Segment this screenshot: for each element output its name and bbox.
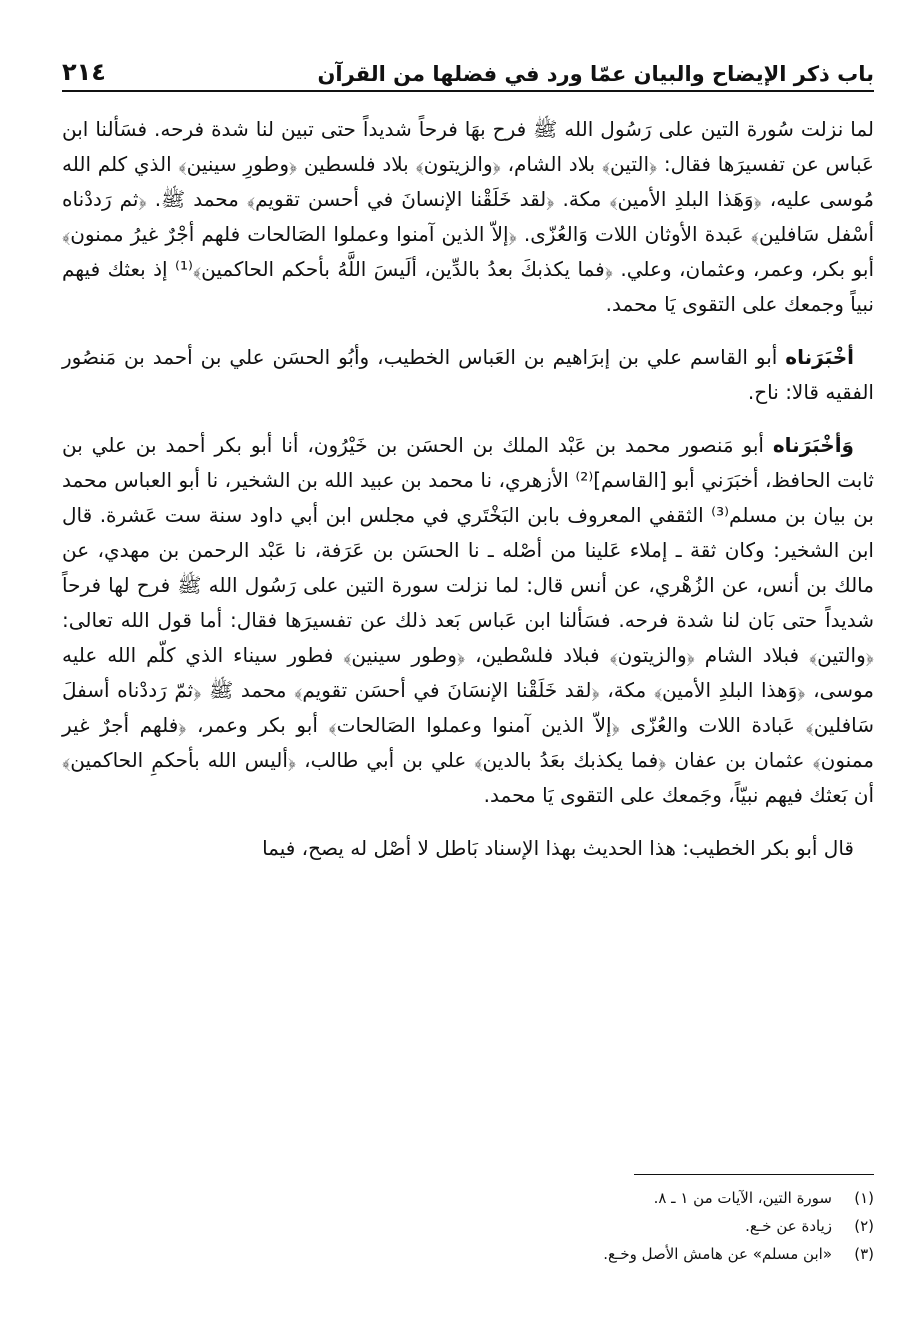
footnotes <box>62 1184 874 1268</box>
footnote-2 <box>62 1212 874 1240</box>
main-text <box>62 112 874 884</box>
paragraph-lead: وَأخْبَرَناه <box>772 433 854 457</box>
running-title: باب ذكر الإيضاح والبيان عمّا ورد في فضلها من القرآن <box>317 62 874 86</box>
footnote-number: (٢) <box>854 1217 874 1235</box>
paragraph-text: قال أبو بكر الخطيب: هذا الحديث بهذا الإسناد بَاطل لا أصْل له يصح، فيما <box>262 836 854 860</box>
footnote-number: (٣) <box>854 1245 874 1263</box>
book-page <box>62 0 874 1334</box>
paragraph-4 <box>62 831 874 866</box>
footnote-1 <box>62 1184 874 1212</box>
footnote-number: (١) <box>854 1189 874 1207</box>
paragraph-text: أبو القاسم علي بن إبرَاهيم بن العَباس الخطيب، وأبُو الحسَن علي بن أحمد بن مَنصُور الفقيه قالا: ناح. <box>62 345 874 404</box>
paragraph-1 <box>62 112 874 322</box>
paragraph-2 <box>62 340 874 410</box>
footnote-text: زيادة عن خـع. <box>745 1217 832 1235</box>
page-number: ٢١٤ <box>62 58 106 86</box>
paragraph-text: لما نزلت سُورة التين على رَسُول الله ﷺ فرح بهَا فرحاً شديداً حتى تبين لنا شدة فرحه. فسَألنا ابن عَباس عن تفسيرَها فقال: ﴿التين﴾ بلاد الشام، ﴿والزيتون﴾ بلاد فلسطين ﴿وطورِ سينين﴾ الذي كلم الله مُوسى عليه، ﴿وَهَذا البلدِ الأمين﴾ مكة. ﴿لقد خَلَقْنا الإنسانَ في أحسن تقويم﴾ محمد ﷺ. ﴿ثم رَددْناه أسْفل سَافلين﴾ عَبدة الأوثان اللات وَالعُزّى. ﴿إلاّ الذين آمنوا وعملوا الصَالحات فلهم أجْرٌ غيرُ ممنون﴾ أبو بكر، وعمر، وعثمان، وعلي. ﴿فما يكذبكَ بعدُ بالدِّين، ألَيسَ اللَّهُ بأحكم الحاكمين﴾⁽¹⁾ إذ بعثك فيهم نبياً وجمعك على التقوى يَا محمد. <box>62 117 874 316</box>
paragraph-text: أبو مَنصور محمد بن عَبْد الملك بن الحسَن بن خَيْرُون، أنا أبو بكر أحمد بن علي بن ثابت الحافظ، أخبَرَني أبو [القاسم]⁽²⁾ الأزهري، نا محمد بن عبيد الله بن الشخير، نا أبو العباس محمد بن بيان بن مسلم⁽³⁾ الثقفي المعروف بابن البَخْتَري في مجلس ابن أبي داود سنة ست عَشرة. قال ابن الشخير: وكان ثقة ـ إملاء عَلينا من أصْله ـ نا الحسَن بن عَرَفة، نا عَبْد الرحمن بن مهدي، عن مالك بن أنس، عن الزُهْري، عن أنس قال: لما نزلت سورة التين على رَسُول الله ﷺ فرح لها فرحاً شديداً حتى بَان لنا شدة فرحه. فسَألنا ابن عَباس بَعد ذلك عن تفسيرَها فقال: أما قول الله تعالى: ﴿والتين﴾ فبلاد الشام ﴿والزيتون﴾ فبلاد فلسْطين، ﴿وطور سينين﴾ فطور سيناء الذي كلّم الله عليه موسى، ﴿وَهذا البلدِ الأمين﴾ مكة، ﴿لقد خَلَقْنا الإنسَانَ في أحسَن تقويم﴾ محمد ﷺ ﴿ثمّ رَددْناه أسفلَ سَافلين﴾ عَبادة اللات والعُزّى ﴿إلاّ الذين آمنوا وعملوا الصَالحات﴾ أبو بكر وعمر، ﴿فلهم أجرٌ غير ممنون﴾ عثمان بن عفان ﴿فما يكذبك بعَدُ بالدين﴾ علي بن أبي طالب، ﴿أليس الله بأحكمِ الحاكمين﴾ أن بَعثك فيهم نبيّاً، وجَمعك على التقوى يَا محمد. <box>62 433 875 807</box>
footnote-text: سورة التين، الآيات من ١ ـ ٨. <box>653 1189 832 1207</box>
footnote-3 <box>62 1240 874 1268</box>
footnote-text: «ابن مسلم» عن هامش الأصل وخـع. <box>603 1245 832 1263</box>
paragraph-lead: أخْبَرَناه <box>785 345 854 369</box>
running-header <box>62 52 874 92</box>
footnote-divider <box>634 1174 874 1175</box>
paragraph-3 <box>62 428 874 813</box>
